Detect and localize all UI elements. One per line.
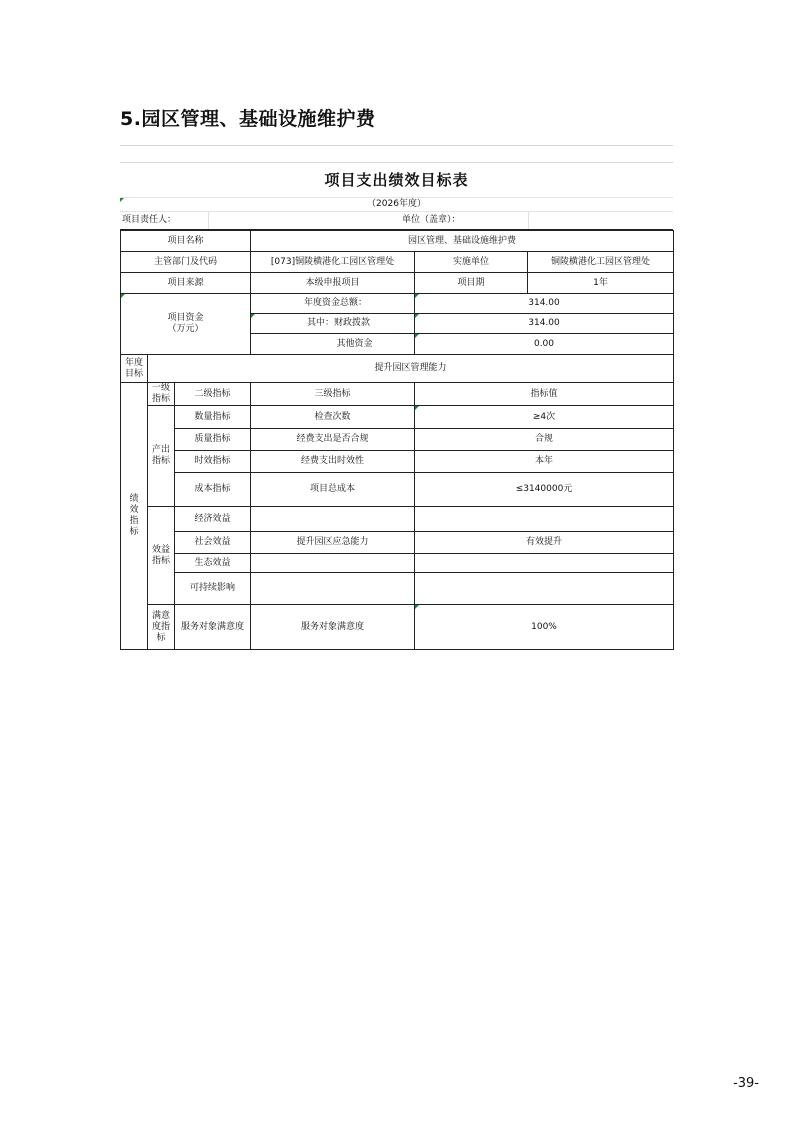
fund-label: 项目资金 bbox=[167, 313, 204, 323]
fund-fiscal-text: 其中：财政拨款 bbox=[306, 318, 370, 328]
fund-total-label: 年度资金总额： bbox=[251, 294, 415, 314]
fund-unit: （万元） bbox=[167, 324, 204, 334]
cell-marker-icon bbox=[121, 294, 125, 298]
table-row bbox=[121, 573, 674, 605]
page-number: -39- bbox=[733, 1076, 759, 1091]
unit-label: 单位（盖章）： bbox=[402, 215, 461, 225]
economic-benefit-indicator: 经济效益 bbox=[175, 507, 251, 532]
check-count-value bbox=[415, 406, 674, 429]
cell-marker-icon bbox=[415, 294, 419, 298]
fund-total-value bbox=[415, 294, 674, 314]
dept-value: [073]铜陵横港化工园区管理处 bbox=[251, 252, 415, 273]
timeliness-indicator: 时效指标 bbox=[175, 451, 251, 473]
emergency-capacity-indicator: 提升园区应急能力 bbox=[251, 532, 415, 554]
perf-label-char: 效 bbox=[129, 505, 139, 515]
check-count-text: ≥4次 bbox=[532, 411, 556, 422]
benefit-label-line: 指标 bbox=[151, 555, 170, 566]
economic-benefit-value bbox=[415, 507, 674, 532]
timeliness-l3-indicator: 经费支出时效性 bbox=[251, 451, 415, 473]
table-row bbox=[121, 532, 674, 554]
service-satisfaction-text: 100% bbox=[531, 621, 557, 632]
fund-total-number: 314.00 bbox=[528, 298, 560, 308]
fund-fiscal-label bbox=[251, 314, 415, 334]
fund-label-cell bbox=[121, 294, 251, 355]
project-name-value: 园区管理、基础设施维护费 bbox=[251, 231, 674, 252]
source-row bbox=[121, 273, 674, 294]
header-level1-line: 一级 bbox=[151, 383, 170, 393]
sustainable-impact-l3 bbox=[251, 573, 415, 605]
cell-marker-icon bbox=[415, 605, 419, 609]
benefit-indicator-label bbox=[148, 507, 175, 605]
dept-row bbox=[121, 252, 674, 273]
cell-marker-icon bbox=[251, 314, 255, 318]
impl-label: 实施单位 bbox=[415, 252, 528, 273]
fund-other-label: 其他资金 bbox=[251, 334, 415, 355]
cell-marker-icon bbox=[415, 314, 419, 318]
fund-total-row bbox=[121, 294, 674, 314]
annual-goal-label-line: 年度 bbox=[124, 357, 143, 368]
table-row bbox=[121, 507, 674, 532]
service-satisfaction-value bbox=[415, 605, 674, 650]
perf-label-char: 绩 bbox=[129, 494, 139, 504]
satisfaction-label-line: 度指 bbox=[151, 621, 170, 632]
year-text: （2026年度） bbox=[367, 199, 426, 209]
source-label: 项目来源 bbox=[121, 273, 251, 294]
ecological-benefit-indicator: 生态效益 bbox=[175, 554, 251, 573]
annual-goal-label-line: 目标 bbox=[124, 368, 143, 379]
table-row bbox=[121, 451, 674, 473]
table-title: 项目支出绩效目标表 bbox=[120, 163, 673, 198]
total-cost-indicator: 项目总成本 bbox=[251, 473, 415, 507]
period-value: 1年 bbox=[528, 273, 674, 294]
emergency-capacity-value: 有效提升 bbox=[415, 532, 674, 554]
perf-label-char: 指 bbox=[129, 516, 139, 526]
header-level1 bbox=[148, 383, 175, 406]
annual-goal-value: 提升园区管理能力 bbox=[148, 355, 674, 383]
cost-indicator: 成本指标 bbox=[175, 473, 251, 507]
source-value: 本级申报项目 bbox=[251, 273, 415, 294]
satisfaction-label-line: 满意 bbox=[151, 610, 170, 621]
cell-marker-icon bbox=[415, 406, 419, 410]
fund-fiscal-number: 314.00 bbox=[528, 318, 560, 328]
service-satisfaction-indicator: 服务对象满意度 bbox=[175, 605, 251, 650]
quality-indicator: 质量指标 bbox=[175, 429, 251, 451]
fund-other-number: 0.00 bbox=[533, 338, 555, 349]
satisfaction-label-line: 标 bbox=[156, 632, 166, 643]
table-row bbox=[121, 429, 674, 451]
satisfaction-indicator-label bbox=[148, 605, 175, 650]
impl-value: 铜陵横港化工园区管理处 bbox=[528, 252, 674, 273]
section-title: 5.园区管理、基础设施维护费 bbox=[120, 108, 376, 130]
period-label: 项目期 bbox=[415, 273, 528, 294]
perf-label-char: 标 bbox=[129, 527, 139, 537]
compliance-value: 合规 bbox=[415, 429, 674, 451]
service-satisfaction-l3: 服务对象满意度 bbox=[251, 605, 415, 650]
table-row bbox=[121, 554, 674, 573]
responsible-label: 项目责任人： bbox=[122, 215, 177, 225]
compliance-indicator: 经费支出是否合规 bbox=[251, 429, 415, 451]
cell-divider bbox=[208, 212, 209, 229]
project-name-row bbox=[121, 231, 674, 252]
table-row bbox=[121, 406, 674, 429]
cell-divider bbox=[528, 212, 529, 229]
year-label bbox=[120, 198, 673, 212]
fund-other-value bbox=[415, 334, 674, 355]
indicator-header-row bbox=[121, 383, 674, 406]
annual-goal-label bbox=[121, 355, 148, 383]
dept-label: 主管部门及代码 bbox=[121, 252, 251, 273]
project-name-label: 项目名称 bbox=[121, 231, 251, 252]
benefit-label-line: 效益 bbox=[151, 544, 170, 555]
performance-table bbox=[120, 230, 674, 650]
sustainable-impact-indicator: 可持续影响 bbox=[175, 573, 251, 605]
performance-target-sheet bbox=[120, 145, 673, 650]
social-benefit-indicator: 社会效益 bbox=[175, 532, 251, 554]
output-label-line: 产出 bbox=[151, 445, 170, 455]
check-count-indicator: 检查次数 bbox=[251, 406, 415, 429]
economic-benefit-l3 bbox=[251, 507, 415, 532]
ecological-benefit-value bbox=[415, 554, 674, 573]
responsible-row bbox=[120, 212, 673, 230]
header-level2: 二级指标 bbox=[175, 383, 251, 406]
output-indicator-label bbox=[148, 406, 175, 507]
fund-fiscal-value bbox=[415, 314, 674, 334]
header-value: 指标值 bbox=[415, 383, 674, 406]
annual-goal-row bbox=[121, 355, 674, 383]
table-row bbox=[121, 605, 674, 650]
sheet-top-margin bbox=[120, 145, 673, 163]
timeliness-value: 本年 bbox=[415, 451, 674, 473]
cell-marker-icon bbox=[415, 334, 419, 338]
cell-marker-icon bbox=[120, 198, 124, 202]
quantity-indicator: 数量指标 bbox=[175, 406, 251, 429]
table-row bbox=[121, 473, 674, 507]
output-label-line: 指标 bbox=[151, 456, 170, 466]
header-level3: 三级指标 bbox=[251, 383, 415, 406]
sustainable-impact-value bbox=[415, 573, 674, 605]
perf-indicator-label bbox=[121, 383, 148, 650]
header-level1-line: 指标 bbox=[151, 394, 170, 404]
ecological-benefit-l3 bbox=[251, 554, 415, 573]
total-cost-value: ≤3140000元 bbox=[415, 473, 674, 507]
